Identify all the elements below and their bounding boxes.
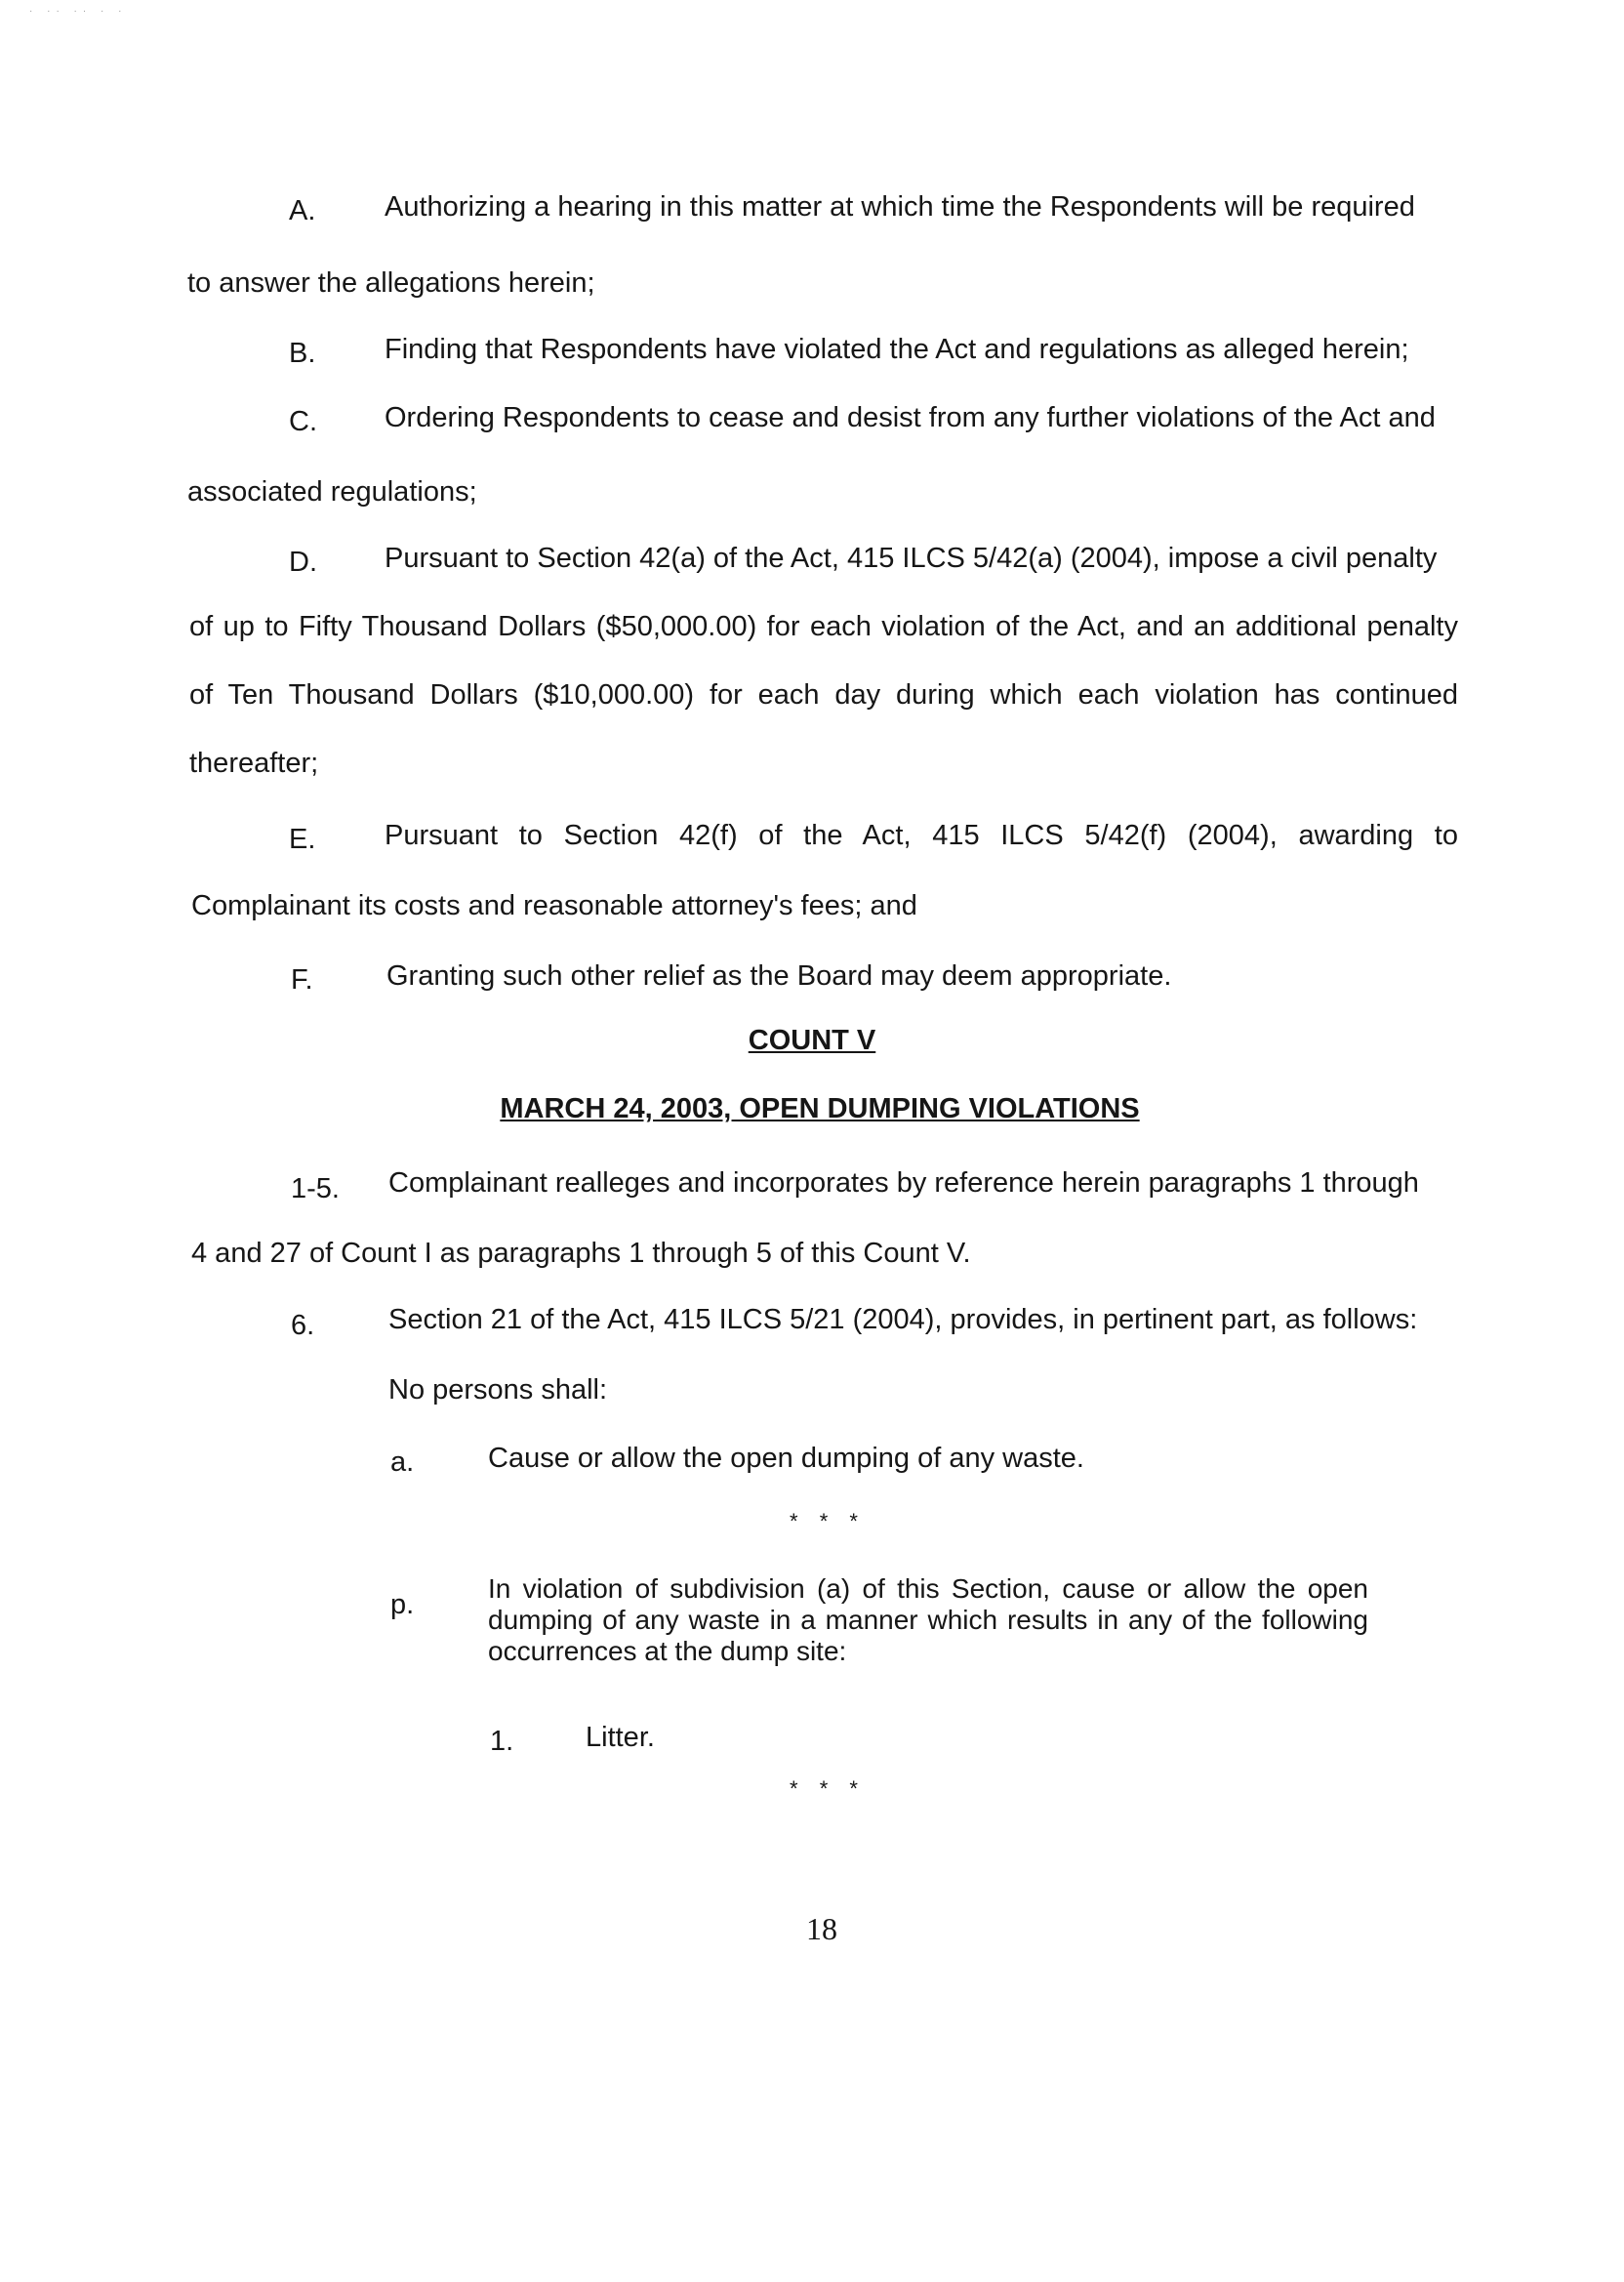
sub-1-label: 1. xyxy=(490,1726,514,1757)
item-d-line2: of up to Fifty Thousand Dollars ($50,000.00) for each violation of the Act, and an additional penalty xyxy=(189,611,1458,642)
item-d-label: D. xyxy=(289,547,317,578)
item-f-line1: Granting such other relief as the Board may deem appropriate. xyxy=(386,960,1172,992)
para-1-5-line1: Complainant realleges and incorporates by reference herein paragraphs 1 through xyxy=(388,1167,1419,1199)
scan-artifact: · ·· ·· · · xyxy=(29,6,128,17)
item-c-label: C. xyxy=(289,406,317,437)
ellipsis-stars-2: * * * xyxy=(790,1776,866,1801)
sub-p-label: p. xyxy=(390,1589,415,1620)
item-e-line2: Complainant its costs and reasonable attorney's fees; and xyxy=(191,890,917,921)
item-c-line1: Ordering Respondents to cease and desist from any further violations of the Act and xyxy=(385,402,1436,433)
para-6-intro: No persons shall: xyxy=(388,1374,608,1406)
item-b-line1: Finding that Respondents have violated the Act and regulations as alleged herein; xyxy=(385,334,1409,365)
para-1-5-label: 1-5. xyxy=(291,1173,340,1204)
sub-p-text: In violation of subdivision (a) of this Section, cause or allow the open dumping of any waste in a manner which results in any of the following occurrences at the dump site: xyxy=(488,1573,1368,1666)
item-e-line1: Pursuant to Section 42(f) of the Act, 415 ILCS 5/42(f) (2004), awarding to xyxy=(385,820,1458,851)
para-6-line1: Section 21 of the Act, 415 ILCS 5/21 (2004), provides, in pertinent part, as follows: xyxy=(388,1304,1418,1335)
item-e-label: E. xyxy=(289,824,316,855)
sub-a-text: Cause or allow the open dumping of any waste. xyxy=(488,1443,1084,1474)
item-d-line3: of Ten Thousand Dollars ($10,000.00) for each day during which each violation has continued xyxy=(189,679,1458,711)
sub-a-label: a. xyxy=(390,1447,415,1478)
item-a-line1: Authorizing a hearing in this matter at which time the Respondents will be required xyxy=(385,191,1415,223)
item-b-label: B. xyxy=(289,338,316,369)
item-d-line1: Pursuant to Section 42(a) of the Act, 415 ILCS 5/42(a) (2004), impose a civil penalty xyxy=(385,543,1438,574)
para-6-label: 6. xyxy=(291,1310,315,1341)
violation-heading: MARCH 24, 2003, OPEN DUMPING VIOLATIONS xyxy=(500,1093,1140,1124)
item-d-line4: thereafter; xyxy=(189,748,319,779)
count-heading: COUNT V xyxy=(748,1025,876,1056)
item-a-line2: to answer the allegations herein; xyxy=(187,267,595,299)
para-1-5-line2: 4 and 27 of Count I as paragraphs 1 through 5 of this Count V. xyxy=(191,1238,971,1269)
item-f-label: F. xyxy=(291,964,313,996)
item-c-line2: associated regulations; xyxy=(187,476,477,508)
ellipsis-stars-1: * * * xyxy=(790,1509,866,1533)
sub-1-text: Litter. xyxy=(586,1722,655,1753)
item-a-label: A. xyxy=(289,195,316,226)
page-number: 18 xyxy=(806,1911,837,1946)
